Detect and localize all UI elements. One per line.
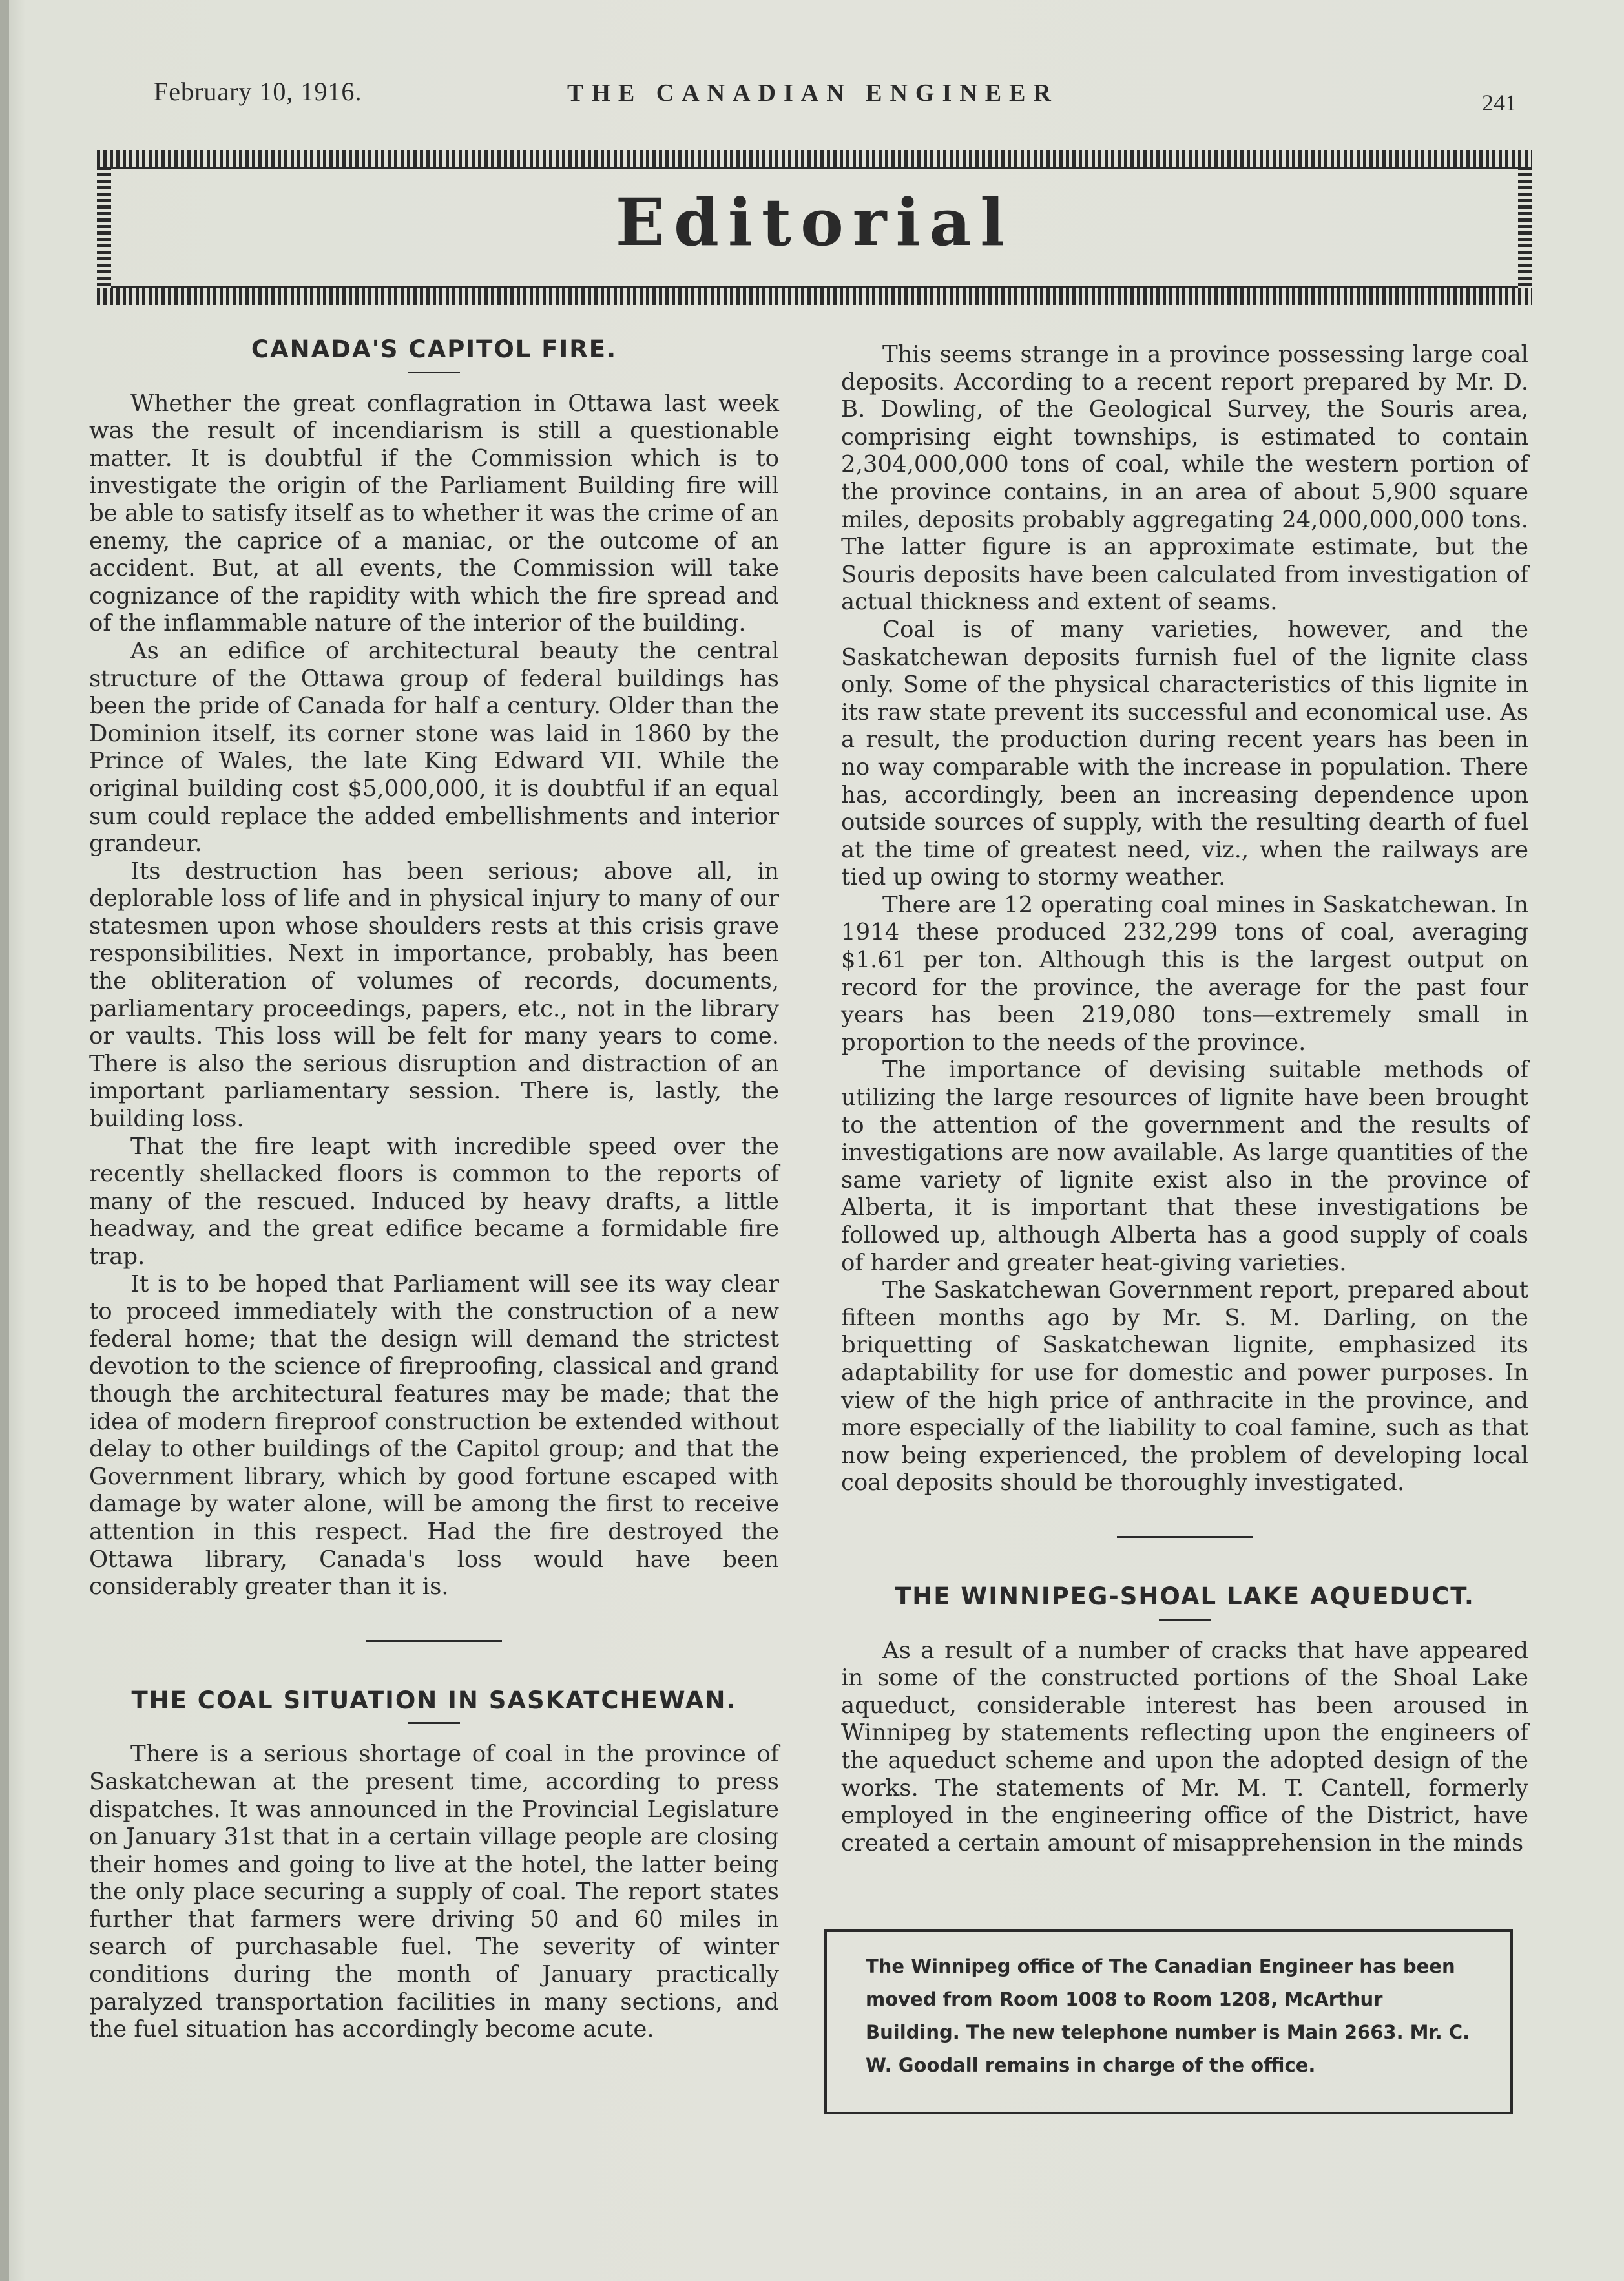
heading-rule [408,1722,460,1724]
heading-rule [408,372,460,373]
office-notice-box [824,1929,1513,2114]
page-spine [0,0,9,2281]
article-heading-aqueduct: THE WINNIPEG-SHOAL LAKE AQUEDUCT. [895,1582,1475,1610]
paragraph: It is to be hoped that Parliament will see its way clear to proceed immediately with the construction of a new federal home; that the design will demand the strictest devotion to the science of fireproofing, classical and grand though the architectural features may be made; that the idea of modern fireproof construction be extended without delay to other buildings of the Capitol group; and that the Government library, which by good fortune escaped with damage by water alone, will be among the first to receive attention in this respect. Had the fire destroyed the Ottawa library, Canada's loss would have been considerably greater than it is. [89,1270,779,1601]
hatched-border-right [1518,167,1532,288]
office-notice-text: The Winnipeg office of The Canadian Engineer has been moved from Room 1008 to Room 1208, McArthur Building. The new telephone number is Main 2663. Mr. C. W. Goodall remains in charge of the office. [866,1955,1470,2076]
paragraph: Its destruction has been serious; above all, in deplorable loss of life and in physical injury to many of our statesmen upon whose shoulders rests at this crisis grave responsibilities. Next in importance, probably, has been the obliteration of volumes of records, documents, parliamentary proceedings, papers, etc., not in the library or vaults. This loss will be felt for many years to come. There is also the serious disruption and distraction of an important parliamentary session. There is, lastly, the building loss. [89,857,779,1133]
running-head [154,72,1517,118]
hatched-border-top [97,150,1532,167]
paragraph: There are 12 operating coal mines in Saskatchewan. In 1914 these produced 232,299 tons of coal, averaging $1.61 per ton. Although this is the largest output on record for the province, the average for the past four years has been 219,080 tons—extremely small in proportion to the needs of the province. [841,891,1528,1056]
paragraph: This seems strange in a province possessing large coal deposits. According to a recent report prepared by Mr. D. B. Dowling, of the Geological Survey, the Souris area, comprising eight townships, is estimated to contain 2,304,000,000 tons of coal, while the western portion of the province contains, in an area of about 5,900 square miles, deposits probably aggregating 24,000,000,000 tons. The latter figure is an approximate estimate, but the Souris deposits have been calculated from investigation of actual thickness and extent of seams. [841,341,1528,616]
journal-title: THE CANADIAN ENGINEER [567,79,1059,107]
issue-date: February 10, 1916. [154,77,362,106]
right-column [841,341,1528,1857]
hatched-border-left [97,167,111,288]
editorial-masthead [97,150,1532,305]
paragraph: As a result of a number of cracks that have appeared in some of the constructed portions of the Shoal Lake aqueduct, considerable interest has been aroused in Winnipeg by statements reflecting upon the engineers of the aqueduct scheme and upon the adopted design of the works. The statements of Mr. M. T. Cantell, formerly employed in the engineering office of the District, have created a certain amount of misapprehension in the minds [841,1637,1528,1856]
masthead-panel [111,167,1518,288]
paragraph: The Saskatchewan Government report, prepared about fifteen months ago by Mr. S. M. Darling, on the briquetting of Saskatchewan lignite, emphasized its adaptability for use for domestic and power purposes. In view of the high price of anthracite in the province, and more especially of the liability to coal famine, such as that now being experienced, the problem of developing local coal deposits should be thoroughly investigated. [841,1277,1528,1497]
heading-rule [1159,1619,1211,1621]
page-number: 241 [1482,90,1517,116]
article-heading-coal-situation: THE COAL SITUATION IN SASKATCHEWAN. [131,1686,737,1714]
article-separator [1117,1536,1253,1538]
paragraph: Coal is of many varieties, however, and the Saskatchewan deposits furnish fuel of the lignite class only. Some of the physical characteristics of this lignite in its raw state prevent its successful and economical use. As a result, the production during recent years has been in no way comparable with the increase in population. There has, accordingly, been an increasing dependence upon outside sources of supply, with the resulting dearth of fuel at the time of greatest need, viz., when the railways are tied up owing to stormy weather. [841,616,1528,891]
paragraph: There is a serious shortage of coal in the province of Saskatchewan at the present time, according to press dispatches. It was announced in the Provincial Legislature on January 31st that in a certain village people are closing their homes and going to live at the hotel, the latter being the only place securing a supply of coal. The report states further that farmers were driving 50 and 60 miles in search of purchasable fuel. The severity of winter conditions during the month of January practically paralyzed transportation facilities in many sections, and the fuel situation has accordingly become acute. [89,1741,779,2043]
left-column [89,336,779,2044]
masthead-title: Editorial [615,184,1014,260]
paragraph: That the fire leapt with incredible speed over the recently shellacked floors is common to the reports of many of the rescued. Induced by heavy drafts, a little headway, and the great edifice became a formidable fire trap. [89,1133,779,1270]
paragraph: As an edifice of architectural beauty the central structure of the Ottawa group of federal buildings has been the pride of Canada for half a century. Older than the Dominion itself, its corner stone was laid in 1860 by the Prince of Wales, the late King Edward VII. While the original building cost $5,000,000, it is doubtful if an equal sum could replace the added embellishments and interior grandeur. [89,637,779,857]
paragraph: The importance of devising suitable methods of utilizing the large resources of lignite have been brought to the attention of the government and the results of investigations are now available. As large quantities of the same variety of lignite exist also in the province of Alberta, it is important that these investigations be followed up, although Alberta has a good supply of coals of harder and greater heat-giving varieties. [841,1056,1528,1276]
article-separator [366,1640,502,1642]
article-heading-capitol-fire: CANADA'S CAPITOL FIRE. [251,335,618,363]
hatched-border-bottom [97,288,1532,305]
paragraph: Whether the great conflagration in Ottawa last week was the result of incendiarism is still a questionable matter. It is doubtful if the Commission which is to investigate the origin of the Parliament Building fire will be able to satisfy itself as to whether it was the crime of an enemy, the caprice of a maniac, or the outcome of an accident. But, at all events, the Commission will take cognizance of the rapidity with which the fire spread and of the inflammable nature of the interior of the building. [89,390,779,637]
